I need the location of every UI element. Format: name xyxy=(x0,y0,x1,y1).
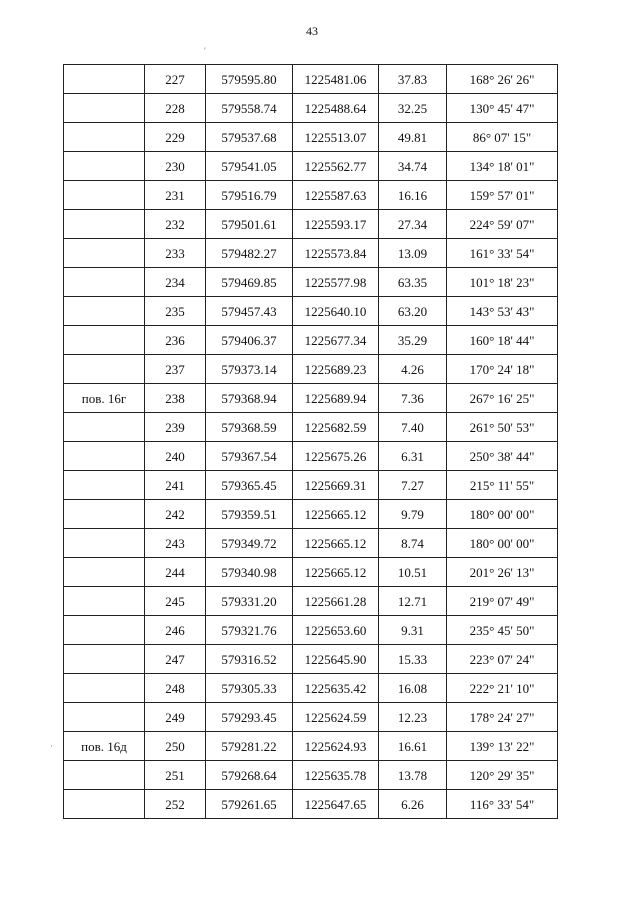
x-coordinate-cell: 579368.94 xyxy=(206,384,293,413)
angle-cell: 235° 45' 50" xyxy=(447,616,558,645)
angle-cell: 215° 11' 55" xyxy=(447,471,558,500)
distance-cell: 8.74 xyxy=(379,529,447,558)
table-row xyxy=(64,326,558,355)
section-cell xyxy=(64,326,145,355)
point-number-cell: 241 xyxy=(145,471,206,500)
table-row xyxy=(64,500,558,529)
point-number-cell: 244 xyxy=(145,558,206,587)
y-coordinate-cell: 1225665.12 xyxy=(293,529,379,558)
table-row xyxy=(64,384,558,413)
distance-cell: 13.78 xyxy=(379,761,447,790)
point-number-cell: 230 xyxy=(145,152,206,181)
angle-cell: 201° 26' 13" xyxy=(447,558,558,587)
distance-cell: 49.81 xyxy=(379,123,447,152)
section-cell xyxy=(64,616,145,645)
table-row xyxy=(64,442,558,471)
y-coordinate-cell: 1225513.07 xyxy=(293,123,379,152)
x-coordinate-cell: 579373.14 xyxy=(206,355,293,384)
x-coordinate-cell: 579359.51 xyxy=(206,500,293,529)
distance-cell: 37.83 xyxy=(379,65,447,94)
point-number-cell: 229 xyxy=(145,123,206,152)
point-number-cell: 237 xyxy=(145,355,206,384)
table-row xyxy=(64,732,558,761)
point-number-cell: 233 xyxy=(145,239,206,268)
distance-cell: 10.51 xyxy=(379,558,447,587)
distance-cell: 6.31 xyxy=(379,442,447,471)
angle-cell: 120° 29' 35" xyxy=(447,761,558,790)
x-coordinate-cell: 579321.76 xyxy=(206,616,293,645)
section-cell xyxy=(64,355,145,384)
point-number-cell: 231 xyxy=(145,181,206,210)
section-cell xyxy=(64,645,145,674)
x-coordinate-cell: 579368.59 xyxy=(206,413,293,442)
distance-cell: 12.71 xyxy=(379,587,447,616)
x-coordinate-cell: 579469.85 xyxy=(206,268,293,297)
point-number-cell: 236 xyxy=(145,326,206,355)
distance-cell: 6.26 xyxy=(379,790,447,819)
section-cell xyxy=(64,790,145,819)
angle-cell: 168° 26' 26" xyxy=(447,65,558,94)
angle-cell: 86° 07' 15" xyxy=(447,123,558,152)
x-coordinate-cell: 579293.45 xyxy=(206,703,293,732)
y-coordinate-cell: 1225675.26 xyxy=(293,442,379,471)
distance-cell: 34.74 xyxy=(379,152,447,181)
distance-cell: 7.40 xyxy=(379,413,447,442)
point-number-cell: 228 xyxy=(145,94,206,123)
distance-cell: 13.09 xyxy=(379,239,447,268)
point-number-cell: 251 xyxy=(145,761,206,790)
y-coordinate-cell: 1225624.59 xyxy=(293,703,379,732)
section-cell xyxy=(64,268,145,297)
distance-cell: 35.29 xyxy=(379,326,447,355)
point-number-cell: 245 xyxy=(145,587,206,616)
y-coordinate-cell: 1225665.12 xyxy=(293,558,379,587)
section-cell xyxy=(64,210,145,239)
table-row xyxy=(64,297,558,326)
x-coordinate-cell: 579457.43 xyxy=(206,297,293,326)
angle-cell: 180° 00' 00" xyxy=(447,500,558,529)
table-row xyxy=(64,268,558,297)
section-cell xyxy=(64,761,145,790)
angle-cell: 223° 07' 24" xyxy=(447,645,558,674)
table-row xyxy=(64,210,558,239)
y-coordinate-cell: 1225689.23 xyxy=(293,355,379,384)
y-coordinate-cell: 1225647.65 xyxy=(293,790,379,819)
x-coordinate-cell: 579558.74 xyxy=(206,94,293,123)
section-cell xyxy=(64,471,145,500)
table-row xyxy=(64,94,558,123)
point-number-cell: 235 xyxy=(145,297,206,326)
table-row xyxy=(64,790,558,819)
coordinates-table-body xyxy=(64,65,558,819)
distance-cell: 7.27 xyxy=(379,471,447,500)
angle-cell: 250° 38' 44" xyxy=(447,442,558,471)
y-coordinate-cell: 1225669.31 xyxy=(293,471,379,500)
distance-cell: 15.33 xyxy=(379,645,447,674)
y-coordinate-cell: 1225645.90 xyxy=(293,645,379,674)
angle-cell: 160° 18' 44" xyxy=(447,326,558,355)
distance-cell: 63.35 xyxy=(379,268,447,297)
scan-mark: ′ xyxy=(204,46,206,56)
y-coordinate-cell: 1225635.78 xyxy=(293,761,379,790)
distance-cell: 7.36 xyxy=(379,384,447,413)
table-row xyxy=(64,65,558,94)
table-row xyxy=(64,587,558,616)
x-coordinate-cell: 579365.45 xyxy=(206,471,293,500)
x-coordinate-cell: 579516.79 xyxy=(206,181,293,210)
table-row xyxy=(64,355,558,384)
x-coordinate-cell: 579316.52 xyxy=(206,645,293,674)
distance-cell: 9.79 xyxy=(379,500,447,529)
x-coordinate-cell: 579305.33 xyxy=(206,674,293,703)
section-cell xyxy=(64,239,145,268)
angle-cell: 178° 24' 27" xyxy=(447,703,558,732)
section-cell xyxy=(64,152,145,181)
point-number-cell: 243 xyxy=(145,529,206,558)
point-number-cell: 252 xyxy=(145,790,206,819)
x-coordinate-cell: 579595.80 xyxy=(206,65,293,94)
section-cell xyxy=(64,297,145,326)
section-cell xyxy=(64,558,145,587)
y-coordinate-cell: 1225682.59 xyxy=(293,413,379,442)
point-number-cell: 247 xyxy=(145,645,206,674)
x-coordinate-cell: 579541.05 xyxy=(206,152,293,181)
y-coordinate-cell: 1225661.28 xyxy=(293,587,379,616)
table-row xyxy=(64,674,558,703)
section-cell xyxy=(64,703,145,732)
angle-cell: 224° 59' 07" xyxy=(447,210,558,239)
table-row xyxy=(64,703,558,732)
section-cell xyxy=(64,500,145,529)
section-cell xyxy=(64,94,145,123)
distance-cell: 16.16 xyxy=(379,181,447,210)
table-row xyxy=(64,761,558,790)
angle-cell: 116° 33' 54" xyxy=(447,790,558,819)
angle-cell: 261° 50' 53" xyxy=(447,413,558,442)
section-cell xyxy=(64,413,145,442)
section-cell xyxy=(64,65,145,94)
x-coordinate-cell: 579406.37 xyxy=(206,326,293,355)
page-number: 43 xyxy=(306,24,318,38)
distance-cell: 12.23 xyxy=(379,703,447,732)
angle-cell: 161° 33' 54" xyxy=(447,239,558,268)
angle-cell: 130° 45' 47" xyxy=(447,94,558,123)
distance-cell: 16.61 xyxy=(379,732,447,761)
y-coordinate-cell: 1225488.64 xyxy=(293,94,379,123)
point-number-cell: 240 xyxy=(145,442,206,471)
distance-cell: 16.08 xyxy=(379,674,447,703)
table-row xyxy=(64,558,558,587)
section-cell xyxy=(64,181,145,210)
table-row xyxy=(64,529,558,558)
table-row xyxy=(64,645,558,674)
y-coordinate-cell: 1225677.34 xyxy=(293,326,379,355)
point-number-cell: 249 xyxy=(145,703,206,732)
x-coordinate-cell: 579349.72 xyxy=(206,529,293,558)
distance-cell: 4.26 xyxy=(379,355,447,384)
y-coordinate-cell: 1225640.10 xyxy=(293,297,379,326)
section-cell: пов. 16д xyxy=(64,732,145,761)
y-coordinate-cell: 1225481.06 xyxy=(293,65,379,94)
table-row xyxy=(64,239,558,268)
table-row xyxy=(64,413,558,442)
angle-cell: 134° 18' 01" xyxy=(447,152,558,181)
table-row xyxy=(64,123,558,152)
point-number-cell: 232 xyxy=(145,210,206,239)
table-row xyxy=(64,616,558,645)
section-cell xyxy=(64,529,145,558)
angle-cell: 139° 13' 22" xyxy=(447,732,558,761)
x-coordinate-cell: 579482.27 xyxy=(206,239,293,268)
x-coordinate-cell: 579340.98 xyxy=(206,558,293,587)
margin-mark: · xyxy=(50,741,53,751)
point-number-cell: 250 xyxy=(145,732,206,761)
x-coordinate-cell: 579367.54 xyxy=(206,442,293,471)
x-coordinate-cell: 579268.64 xyxy=(206,761,293,790)
x-coordinate-cell: 579261.65 xyxy=(206,790,293,819)
y-coordinate-cell: 1225624.93 xyxy=(293,732,379,761)
angle-cell: 180° 00' 00" xyxy=(447,529,558,558)
section-cell xyxy=(64,674,145,703)
coordinates-table xyxy=(63,64,558,819)
y-coordinate-cell: 1225587.63 xyxy=(293,181,379,210)
point-number-cell: 246 xyxy=(145,616,206,645)
distance-cell: 63.20 xyxy=(379,297,447,326)
y-coordinate-cell: 1225635.42 xyxy=(293,674,379,703)
angle-cell: 219° 07' 49" xyxy=(447,587,558,616)
distance-cell: 32.25 xyxy=(379,94,447,123)
section-cell xyxy=(64,442,145,471)
y-coordinate-cell: 1225573.84 xyxy=(293,239,379,268)
section-cell: пов. 16г xyxy=(64,384,145,413)
x-coordinate-cell: 579537.68 xyxy=(206,123,293,152)
y-coordinate-cell: 1225593.17 xyxy=(293,210,379,239)
angle-cell: 101° 18' 23" xyxy=(447,268,558,297)
y-coordinate-cell: 1225562.77 xyxy=(293,152,379,181)
point-number-cell: 242 xyxy=(145,500,206,529)
point-number-cell: 239 xyxy=(145,413,206,442)
angle-cell: 170° 24' 18" xyxy=(447,355,558,384)
y-coordinate-cell: 1225577.98 xyxy=(293,268,379,297)
point-number-cell: 248 xyxy=(145,674,206,703)
point-number-cell: 227 xyxy=(145,65,206,94)
point-number-cell: 238 xyxy=(145,384,206,413)
section-cell xyxy=(64,123,145,152)
distance-cell: 27.34 xyxy=(379,210,447,239)
distance-cell: 9.31 xyxy=(379,616,447,645)
x-coordinate-cell: 579331.20 xyxy=(206,587,293,616)
x-coordinate-cell: 579501.61 xyxy=(206,210,293,239)
angle-cell: 222° 21' 10" xyxy=(447,674,558,703)
y-coordinate-cell: 1225665.12 xyxy=(293,500,379,529)
angle-cell: 267° 16' 25" xyxy=(447,384,558,413)
table-row xyxy=(64,471,558,500)
x-coordinate-cell: 579281.22 xyxy=(206,732,293,761)
table-row xyxy=(64,181,558,210)
section-cell xyxy=(64,587,145,616)
angle-cell: 159° 57' 01" xyxy=(447,181,558,210)
y-coordinate-cell: 1225653.60 xyxy=(293,616,379,645)
angle-cell: 143° 53' 43" xyxy=(447,297,558,326)
table-row xyxy=(64,152,558,181)
y-coordinate-cell: 1225689.94 xyxy=(293,384,379,413)
point-number-cell: 234 xyxy=(145,268,206,297)
